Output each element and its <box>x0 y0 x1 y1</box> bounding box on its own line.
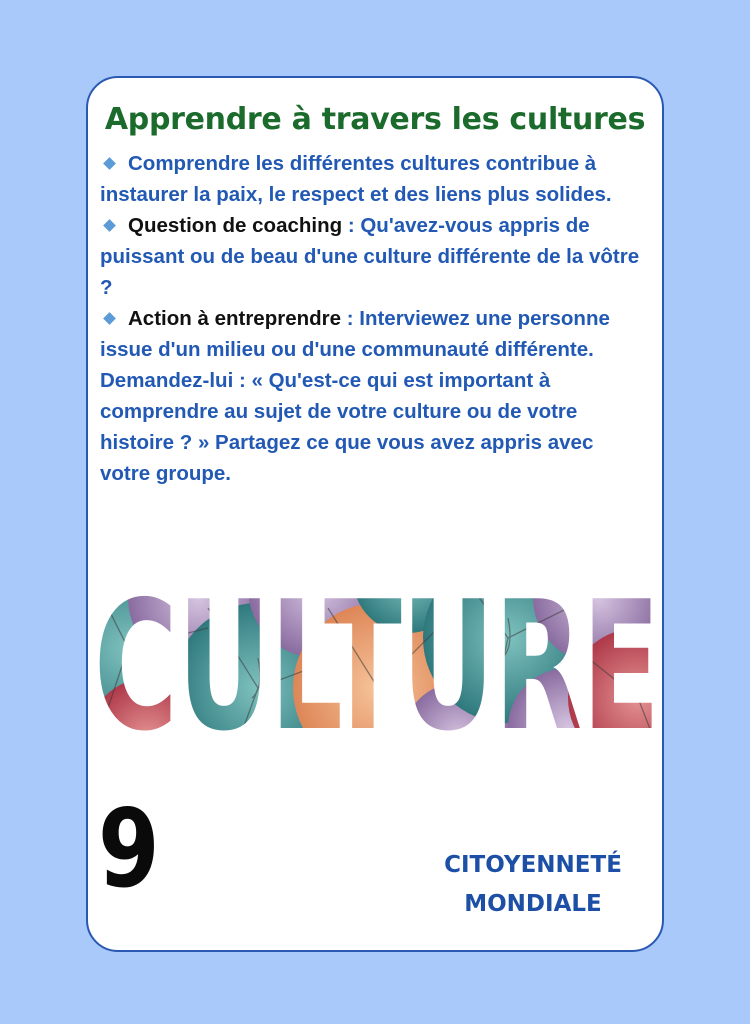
action-paragraph <box>100 303 648 489</box>
card-title: Apprendre à travers les cultures <box>104 102 646 137</box>
diamond-bullet-icon <box>103 157 116 170</box>
category-line-2: MONDIALE <box>464 891 602 917</box>
category-label <box>408 846 658 924</box>
coaching-text: : Qu'avez-vous appris de puissant ou de beau d'une culture différente de la vôtre ? <box>100 214 640 299</box>
card-number: 9 <box>98 787 160 912</box>
intro-text: Comprendre les différentes cultures contribue à instaurer la paix, le respect et des liens plus solides. <box>100 152 612 206</box>
diamond-bullet-icon <box>103 219 116 232</box>
category-line-1: CITOYENNETÉ <box>444 852 622 878</box>
card-body <box>100 148 648 489</box>
action-text: : Interviewez une personne issue d'un milieu ou d'une communauté différente. Demandez-lui : « Qu'est-ce qui est important à comprendre au sujet de votre culture ou de votre histoire ? » Partagez ce que vous avez appris avec votre groupe. <box>100 307 610 485</box>
coaching-paragraph <box>100 210 648 303</box>
intro-paragraph <box>100 148 648 210</box>
info-card <box>86 76 664 952</box>
diamond-bullet-icon <box>103 312 116 325</box>
culture-umbrella-wordmark <box>88 538 664 770</box>
action-label: Action à entreprendre <box>128 307 342 330</box>
coaching-label: Question de coaching <box>128 214 343 237</box>
culture-banner <box>88 538 664 770</box>
